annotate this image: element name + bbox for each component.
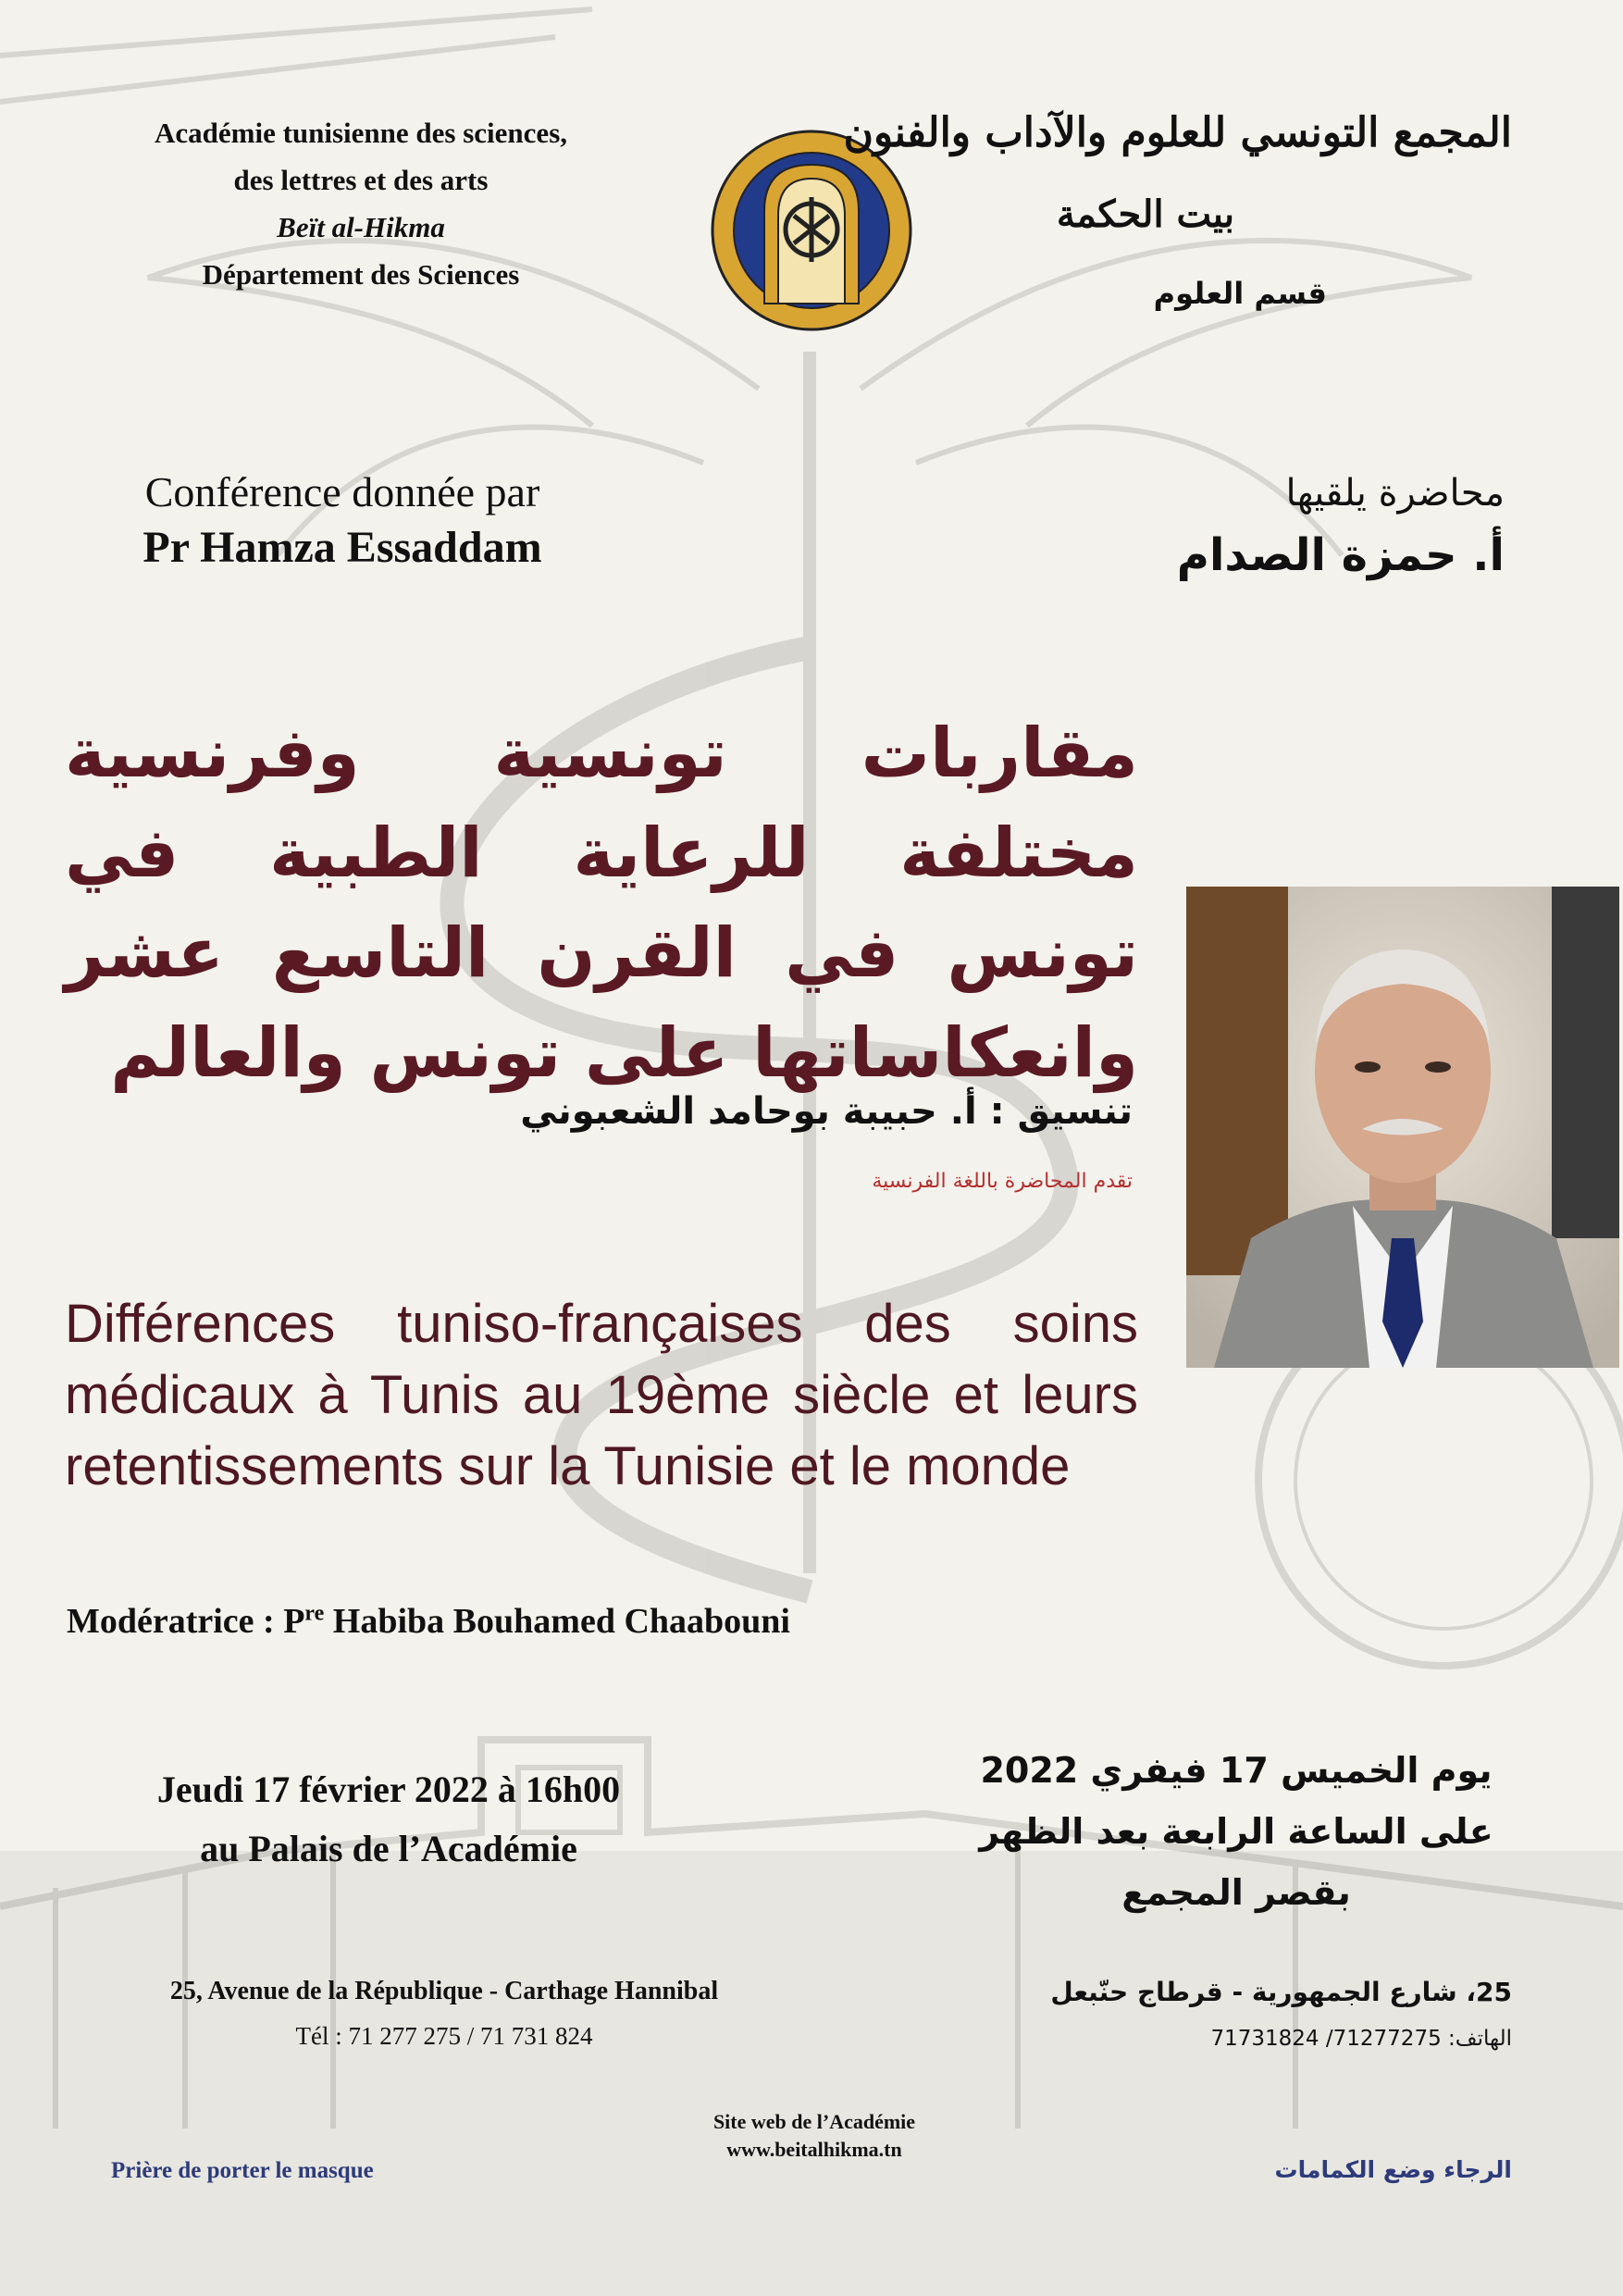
speaker-name-fr: Pr Hamza Essaddam <box>142 523 542 572</box>
mask-notice-arabic: الرجاء وضع الكمامات <box>1274 2156 1512 2183</box>
academy-name-line2: des lettres et des arts <box>233 164 489 196</box>
date-ar-line1: يوم الخميس 17 فيفري 2022 <box>980 1750 1493 1791</box>
speaker-intro-fr: Conférence donnée par <box>144 468 540 515</box>
moderator-name: Habiba Bouhamed Chaabouni <box>324 1602 790 1641</box>
lecture-title-arabic: مقاربات تونسية وفرنسية مختلفة للرعاية الطبية في تونس في القرن التاسع عشر وانعكاساتها على تونس والعالم <box>65 714 1138 1093</box>
header-arabic-beit: بيت الحكمة <box>1056 192 1234 236</box>
date-ar-line2: على الساعة الرابعة بعد الظهر <box>979 1811 1493 1852</box>
address-french-block <box>65 1969 824 2058</box>
phone-fr: Tél : 71 277 275 / 71 731 824 <box>295 2022 593 2050</box>
date-ar-line3: بقصر المجمع <box>1121 1872 1351 1913</box>
website-block <box>648 2108 981 2164</box>
speaker-intro-ar: محاضرة يلقيها <box>1285 472 1505 515</box>
speaker-photo <box>1186 887 1619 1368</box>
moderator-line <box>67 1601 790 1642</box>
website-label: Site web de l’Académie <box>712 2110 916 2133</box>
date-french-block <box>65 1760 712 1879</box>
address-ar-line1: 25، شارع الجمهورية - قرطاج حنّبعل <box>1050 1977 1512 2007</box>
speaker-french-block <box>83 467 601 573</box>
lecture-title-french: Différences tuniso-françaises des soins médicaux à Tunis au 19ème siècle et leurs retentissements sur la Tunisie et le monde <box>65 1294 1138 1496</box>
mask-notice-french: Prière de porter le masque <box>111 2158 374 2183</box>
date-fr-line2: au Palais de l’Académie <box>200 1828 577 1869</box>
phone-ar: الهاتف: 71277275/ 71731824 <box>1210 2027 1512 2051</box>
language-note-arabic: تقدم المحاضرة باللغة الفرنسية <box>872 1170 1133 1193</box>
header-arabic-department: قسم العلوم <box>1153 276 1327 311</box>
moderator-label: Modératrice : P <box>67 1602 305 1641</box>
date-fr-line1: Jeudi 17 février 2022 à 16h00 <box>156 1769 621 1810</box>
speaker-arabic-block <box>1023 472 1505 581</box>
academy-logo-seal <box>709 128 914 333</box>
academy-name-line1: Académie tunisienne des sciences, <box>154 117 568 149</box>
header-french-block <box>74 109 648 298</box>
academy-name-beit: Beït al-Hikma <box>277 211 445 243</box>
website-url[interactable]: www.beitalhikma.tn <box>726 2138 902 2161</box>
department-name: Département des Sciences <box>202 258 520 291</box>
coordination-arabic: تنسيق : أ. حبيبة بوحامد الشعبوني <box>520 1090 1133 1133</box>
header-arabic-title: المجمع التونسي للعلوم والآداب والفنون <box>843 109 1512 156</box>
date-arabic-block <box>949 1740 1523 1923</box>
speaker-name-ar: أ. حمزة الصدام <box>1176 529 1505 581</box>
address-fr-line1: 25, Avenue de la République - Carthage Hannibal <box>169 1977 719 2005</box>
address-arabic-block <box>1031 1969 1512 2062</box>
moderator-title-sup: re <box>304 1601 325 1626</box>
